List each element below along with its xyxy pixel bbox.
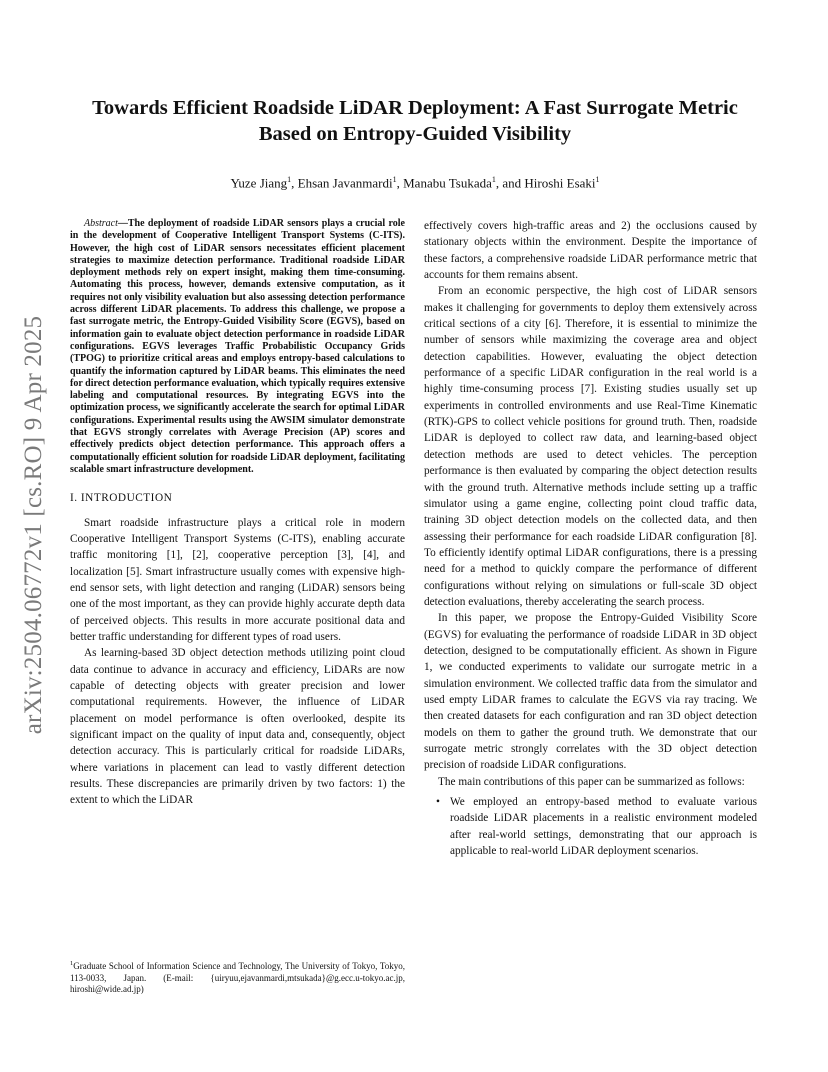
- right-column: [424, 218, 757, 859]
- abstract: [70, 218, 405, 476]
- body-paragraph: As learning-based 3D object detection methods utilizing point cloud data continue to advance in accuracy and efficiency, LiDARs are now capable of detecting objects with greater precision and lower computational requirements. However, the influence of LiDAR placement on model performance is often overlooked, despite its significant impact on the quality of input data and, consequently, object detection accuracy. This is particularly critical for roadside LiDARs, where variations in placement can lead to vastly different detection results. These discrepancies are primarily driven by two factors: 1) the extent to which the LiDAR: [70, 647, 405, 807]
- author-separator: ,: [396, 175, 404, 191]
- author-separator: ,: [291, 175, 298, 191]
- arxiv-identifier-text: arXiv:2504.06772v1 [cs.RO] 9 Apr 2025: [20, 315, 48, 735]
- author-name: Yuze Jiang: [230, 175, 288, 191]
- section-heading-introduction: I. INTRODUCTION: [70, 492, 173, 505]
- footnote-mark: 1: [70, 960, 74, 967]
- affiliation-mark: 1: [287, 175, 292, 184]
- affiliation-mark: 1: [392, 175, 397, 184]
- contribution-item: [436, 794, 757, 859]
- abstract-label: Abstract: [84, 218, 118, 229]
- contribution-text: We employed an entropy-based method to evaluate various roadside LiDAR placements in a realistic environment modeled after real-world settings, demonstrating that our approach is applicable to real-world LiDAR deployment scenarios.: [450, 796, 757, 858]
- left-column: [70, 218, 405, 809]
- body-paragraph: From an economic perspective, the high cost of LiDAR sensors makes it challenging for governments to deploy them extensively across critical sections of a city [6]. Therefore, it is essential to minimize the number of sensors while maximizing the coverage area and object detection capabilities. However, evaluating the object detection performance of a specific LiDAR configuration in the real world is a highly time-consuming process [7]. Existing studies usually set up experiments in controlled environments and use Real-Time Kinematic (RTK)-GPS to collect vehicle positions for ground truth. Then, roadside LiDAR is deployed to collect raw data, and learning-based object detection methods are used to detect vehicles. The perception performance is then evaluated by comparing the object detection results with the ground truth. Alternative methods include setting up a traffic simulator using a game engine, collecting point cloud traffic data, training 3D object detection models on the collected data, and then assessing their performance for each roadside LiDAR configuration [8]. To efficiently identify optimal LiDAR configurations, there is a pressing need for a method to quickly compare the performance of different configurations without relying on simulations or full-scale 3D object detection evaluations, thereby accelerating the search process.: [424, 285, 757, 608]
- affiliation-footnote: [70, 958, 405, 996]
- affiliation-mark: 1: [491, 175, 496, 184]
- footnote-text: Graduate School of Information Science and Technology, The University of Tokyo, Tokyo, 113-0033, Japan. (E-mail: {uiryuu,ejavanmardi,mtsukada}@g.ecc.u-tokyo.ac.jp, hiroshi@wide.ad.jp): [70, 961, 405, 994]
- abstract-text: The deployment of roadside LiDAR sensors plays a crucial role in the development of Cooperative Intelligent Transport Systems (C-ITS). However, the high cost of LiDAR sensors necessitates efficient placement strategies to maximize detection performance. Traditional roadside LiDAR deployment methods rely on expert insight, making them time-consuming. Automating this process, however, demands extensive computation, as it requires not only visibility evaluation but also assessing detection performance across different LiDAR placements. To address this challenge, we propose a fast surrogate metric, the Entropy-Guided Visibility Score (EGVS), based on information gain to evaluate object detection performance in roadside LiDAR configurations. EGVS leverages Traffic Probabilistic Occupancy Grids (TPOG) to prioritize critical areas and employs entropy-based calculations to quantify the information captured by LiDAR beams. This eliminates the need for direct detection performance evaluation, which typically requires extensive labeling and computational resources. By integrating EGVS into the optimization process, we significantly accelerate the search for optimal LiDAR configurations. Experimental results using the AWSIM simulator demonstrate that EGVS strongly correlates with Average Precision (AP) scores and effectively predicts object detection performance. This approach offers a computationally efficient solution for roadside LiDAR deployment, facilitating scalable smart infrastructure development.: [70, 218, 405, 475]
- author-name: Manabu Tsukada: [403, 175, 492, 191]
- paper-title: Towards Efficient Roadside LiDAR Deployment: A Fast Surrogate Metric Based on Entropy-Guided Visibility: [92, 97, 738, 145]
- body-paragraph: Smart roadside infrastructure plays a critical role in modern Cooperative Intelligent Transport Systems (C-ITS), enabling accurate traffic monitoring [1], [2], cooperative perception [3], [4], and localization [5]. Smart infrastructure usually comes with expensive high-end sensor sets, with light detection and ranging (LiDAR) sensors being one of the most important, as they can provide highly accurate depth data of perceived objects. This results in more accurate positional data and better traffic understanding for different types of road users.: [70, 516, 405, 643]
- body-paragraph: The main contributions of this paper can be summarized as follows:: [438, 775, 745, 788]
- author-name: Hiroshi Esaki: [524, 175, 596, 191]
- bullet-icon: •: [436, 796, 440, 809]
- affiliation-mark: 1: [595, 175, 600, 184]
- arxiv-identifier-stamp: [14, 290, 54, 760]
- author-separator: , and: [495, 175, 525, 191]
- body-paragraph: In this paper, we propose the Entropy-Guided Visibility Score (EGVS) for evaluating the performance of roadside LiDAR in 3D object detection, designed to be computationally efficient. As shown in Figure 1, we conducted experiments to validate our surrogate metric in a simulation environment. We collected traffic data from the simulator and used empty LiDAR frames to calculate the EGVS via ray tracing. We then created datasets for each configuration and ran 3D object detection models on them to gather the ground truth. We demonstrate that our surrogate metric strongly correlates with the 3D object detection precision of roadside LiDAR configurations.: [424, 612, 757, 772]
- author-name: Ehsan Javanmardi: [297, 175, 393, 191]
- contribution-list: [424, 794, 757, 859]
- author-list: [70, 172, 760, 191]
- abstract-dash: —: [117, 218, 128, 229]
- body-paragraph: effectively covers high-traffic areas and 2) the occlusions caused by stationary objects within the environment. Despite the importance of these factors, a comprehensive roadside LiDAR performance metric that accounts for them remains absent.: [424, 220, 757, 282]
